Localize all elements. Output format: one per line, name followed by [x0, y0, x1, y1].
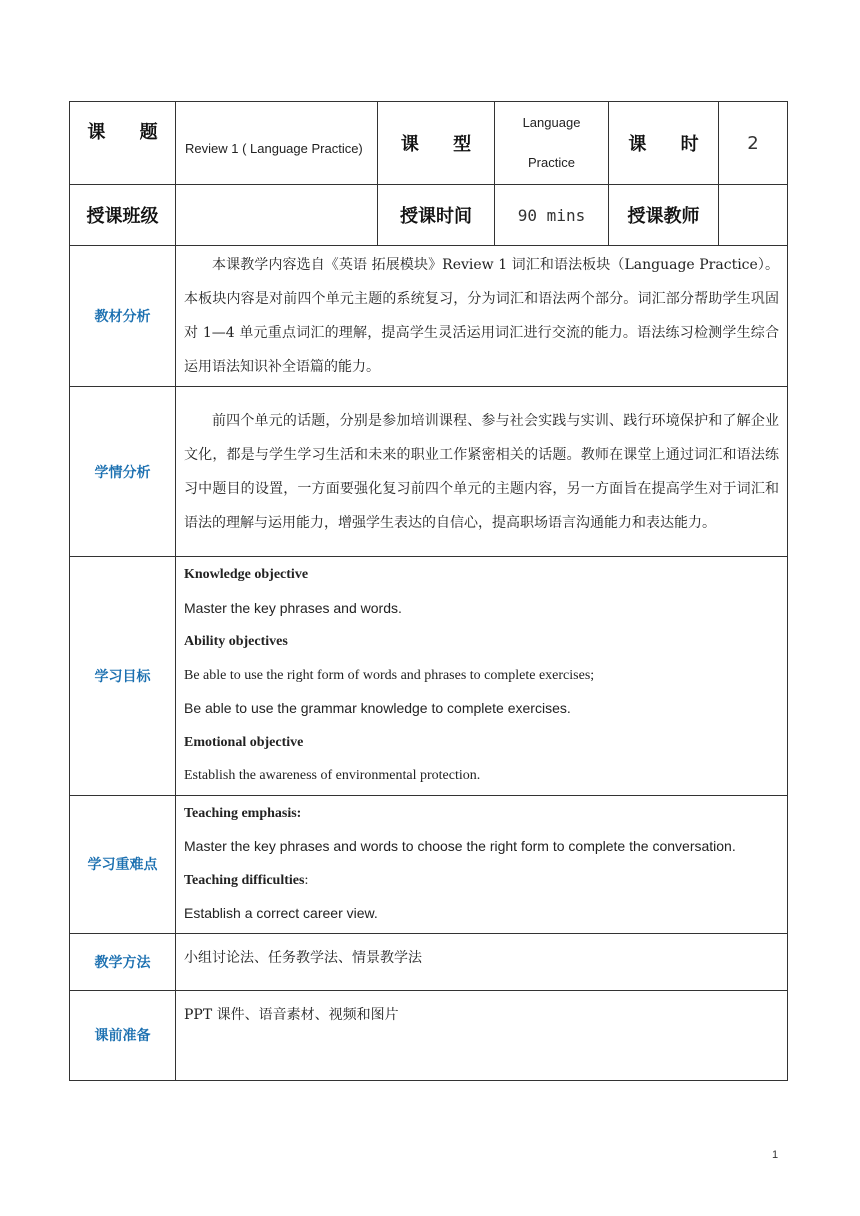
methods-content: [176, 933, 788, 990]
periods-value: 2: [719, 102, 788, 185]
emotional-objective-title: Emotional objective: [184, 734, 304, 750]
header-row-class: [70, 185, 788, 246]
periods-label: 课 时: [609, 102, 719, 185]
teacher-label: 授课教师: [609, 185, 719, 246]
teaching-difficulties-text: Establish a correct career view.: [184, 905, 378, 921]
teaching-difficulties-colon: :: [304, 872, 309, 888]
material-content: [176, 246, 788, 387]
preparation-content: [176, 990, 788, 1080]
row-objectives: [70, 557, 788, 796]
time-label: 授课时间: [378, 185, 495, 246]
key-points-content: [176, 795, 788, 933]
students-text: 前四个单元的话题，分别是参加培训课程、参与社会实践与实训、践行环境保护和了解企业文化，都是与学生学习生活和未来的职业工作紧密相关的话题。教师在课堂上通过词汇和语法练习中题目的设置，一方面要强化复习前四个单元的主题内容，另一方面旨在提高学生对于词汇和语法的理解与运用能力，增强学生表达的自信心，提高职场语言沟通能力和表达能力。: [184, 412, 779, 531]
type-label: 课 型: [378, 102, 495, 185]
material-text: 本课教学内容选自《英语 拓展模块》Review 1 词汇和语法板块（Language Practice）。本板块内容是对前四个单元主题的系统复习，分为词汇和语法两个部分。词汇部分帮助学生巩固对 1—4 单元重点词汇的理解，提高学生灵活运用词汇进行交流的能力。语法练习检测学生综合运用语法知识补全语篇的能力。: [184, 257, 779, 375]
teaching-emphasis-text: Master the key phrases and words to choose the right form to complete the conversation.: [184, 838, 736, 854]
time-value: 90 mins: [495, 185, 609, 246]
students-label: 学情分析: [70, 387, 176, 557]
objectives-label: 学习目标: [70, 557, 176, 796]
methods-label: 教学方法: [70, 933, 176, 990]
teacher-value: [719, 185, 788, 246]
row-material: [70, 246, 788, 387]
ability-objectives-title: Ability objectives: [184, 634, 288, 649]
row-key-points: [70, 795, 788, 933]
row-preparation: [70, 990, 788, 1080]
ability-objective-text-2: Be able to use the grammar knowledge to complete exercises.: [184, 700, 571, 716]
students-content: [176, 387, 788, 557]
type-value-line2: Practice: [528, 155, 575, 170]
class-label: 授课班级: [70, 185, 176, 246]
topic-label: 课 题: [70, 102, 176, 185]
row-methods: [70, 933, 788, 990]
key-points-label: 学习重难点: [70, 795, 176, 933]
header-row-topic: [70, 102, 788, 185]
teaching-difficulties-line: [184, 864, 779, 898]
knowledge-objective-title: Knowledge objective: [184, 567, 309, 582]
row-students: [70, 387, 788, 557]
topic-value: Review 1 ( Language Practice): [176, 102, 378, 185]
class-value: [176, 185, 378, 246]
lesson-plan-table: [69, 101, 788, 1081]
emotional-objective-text: Establish the awareness of environmental protection.: [184, 768, 481, 783]
teaching-emphasis-title: Teaching emphasis:: [184, 805, 302, 821]
page-number: 1: [772, 1149, 779, 1161]
methods-text: 小组讨论法、任务教学法、情景教学法: [184, 949, 422, 966]
preparation-text: PPT 课件、语音素材、视频和图片: [184, 1006, 399, 1023]
knowledge-objective-text: Master the key phrases and words.: [184, 599, 402, 616]
material-label: 教材分析: [70, 246, 176, 387]
teaching-difficulties-title: Teaching difficulties: [184, 872, 305, 888]
preparation-label: 课前准备: [70, 990, 176, 1080]
type-value: [495, 102, 609, 185]
type-value-line1: Language: [522, 115, 581, 130]
objectives-content: [176, 557, 788, 796]
ability-objective-text-1: Be able to use the right form of words and phrases to complete exercises;: [184, 667, 595, 683]
